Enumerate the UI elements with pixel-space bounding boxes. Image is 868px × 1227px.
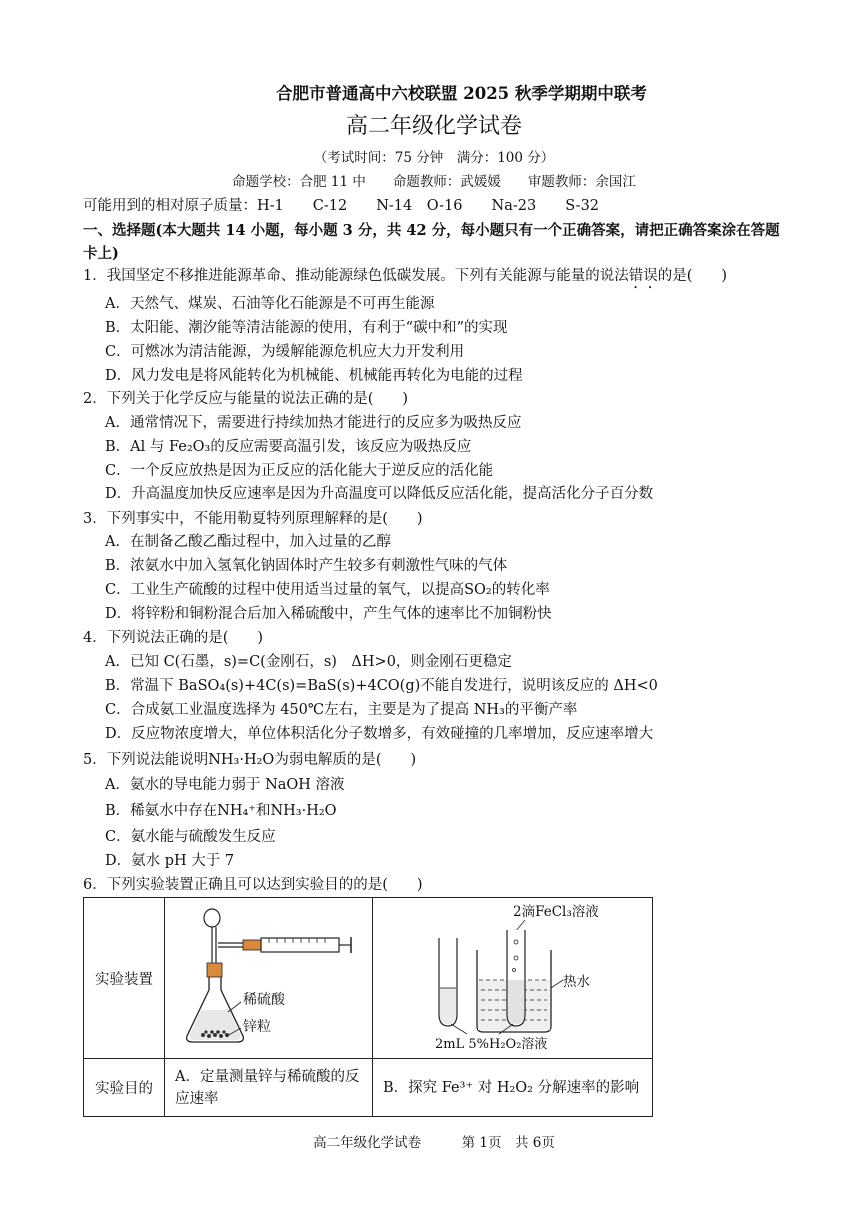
school-header: 合肥市普通高中六校联盟 2025 秋季学期期中联考 — [276, 84, 647, 103]
question-2-option-d: D．升高温度加快反应速率是因为升高温度可以降低反应活化能，提高活化分子百分数 — [105, 486, 654, 502]
question-1-option-c: C．可燃冰为清洁能源，为缓解能源危机应大力开发利用 — [105, 344, 465, 360]
row-label-goal: 实验目的 — [84, 1059, 165, 1117]
question-1-option-a: A．天然气、煤炭、石油等化石能源是不可再生能源 — [105, 296, 435, 312]
question-3-option-b: B．浓氨水中加入氢氧化钠固体时产生较多有刺激性气味的气体 — [105, 558, 508, 574]
row-label-apparatus: 实验装置 — [84, 898, 165, 1059]
apparatus-a-cell — [165, 898, 373, 1059]
question-6-stem: 6．下列实验装置正确且可以达到实验目的的是( ) — [83, 877, 423, 893]
question-1-stem — [83, 266, 727, 292]
question-1-option-d: D．风力发电是将风能转化为机械能、机械能再转化为电能的过程 — [105, 368, 523, 384]
label-fecl3-drops: 2滴FeCl₃溶液 — [513, 904, 599, 920]
question-3-option-c: C．工业生产硫酸的过程中使用适当过量的氧气，以提高SO₂的转化率 — [105, 582, 550, 598]
question-5-option-c: C．氨水能与硫酸发生反应 — [105, 829, 276, 845]
question-4-stem: 4．下列说法正确的是( ) — [83, 630, 264, 646]
page-footer: 高二年级化学试卷 第 1页 共 6页 — [313, 1135, 555, 1151]
question-1-stem-pre: 1．我国坚定不移推进能源革命、推动能源绿色低碳发展。下列有关能源与能量的说法 — [83, 268, 629, 284]
exam-authors: 命题学校：合肥 11 中 命题教师：武媛媛 审题教师：余国江 — [232, 174, 636, 190]
question-2-option-c: C．一个反应放热是因为正反应的活化能大于逆反应的活化能 — [105, 463, 494, 479]
question-3-option-d: D．将锌粉和铜粉混合后加入稀硫酸中，产生气体的速率比不加铜粉快 — [105, 606, 552, 622]
question-1-option-b: B．太阳能、潮汐能等清洁能源的使用，有利于“碳中和”的实现 — [105, 320, 508, 336]
question-4-option-c: C．合成氨工业温度选择为 450℃左右，主要是为了提高 NH₃的平衡产率 — [105, 702, 578, 718]
emphasis-mark: 错误 — [628, 268, 658, 284]
label-hot-water: 热水 — [563, 974, 591, 990]
goal-b: B．探究 Fe³⁺ 对 H₂O₂ 分解速率的影响 — [373, 1059, 653, 1117]
page-title: 高二年级化学试卷 — [345, 114, 522, 139]
question-4-option-d: D．反应物浓度增大，单位体积活化分子数增多，有效碰撞的几率增加，反应速率增大 — [105, 726, 654, 742]
experiment-table — [83, 897, 653, 1117]
section-heading: 一、选择题(本大题共 14 小题，每小题 3 分，共 42 分，每小题只有一个正确答案，请把正确答案涂在答题卡上) — [83, 222, 780, 262]
apparatus-a-diagram — [165, 898, 371, 1054]
table-row — [84, 1059, 653, 1117]
label-zinc: 锌粒 — [243, 1019, 272, 1035]
question-3-stem: 3．下列事实中，不能用勒夏特列原理解释的是( ) — [83, 511, 423, 527]
question-5-option-d: D．氨水 pH 大于 7 — [105, 853, 235, 869]
label-h2o2-solution: 2mL 5%H₂O₂溶液 — [435, 1037, 548, 1052]
table-row — [84, 898, 653, 1059]
question-4-option-a: A．已知 C(石墨，s)=C(金刚石，s) ΔH>0，则金刚石更稳定 — [105, 654, 512, 670]
exam-info: （考试时间：75 分钟 满分：100 分） — [313, 150, 555, 166]
question-4-option-b: B．常温下 BaSO₄(s)+4C(s)=BaS(s)+4CO(g)不能自发进行，说明该反应的 ΔH<0 — [105, 678, 658, 694]
goal-a: A．定量测量锌与稀硫酸的反应速率 — [165, 1059, 373, 1117]
question-1-stem-post: 的是( ) — [657, 268, 728, 284]
question-5-option-b: B．稀氨水中存在NH₄⁺和NH₃·H₂O — [105, 803, 337, 819]
question-2-option-a: A．通常情况下，需要进行持续加热才能进行的反应多为吸热反应 — [105, 415, 522, 431]
question-2-stem: 2．下列关于化学反应与能量的说法正确的是( ) — [83, 391, 409, 407]
apparatus-b-diagram — [373, 898, 651, 1054]
label-dilute-acid: 稀硫酸 — [243, 992, 286, 1008]
question-3-option-a: A．在制备乙酸乙酯过程中，加入过量的乙醇 — [105, 534, 391, 550]
apparatus-b-cell — [373, 898, 653, 1059]
question-5-option-a: A．氨水的导电能力弱于 NaOH 溶液 — [105, 777, 345, 793]
question-5-stem: 5．下列说法能说明NH₃·H₂O为弱电解质的是( ) — [83, 752, 417, 768]
atomic-masses: 可能用到的相对原子质量：H-1 C-12 N-14 O-16 Na-23 S-32 — [83, 198, 600, 214]
question-2-option-b: B．Al 与 Fe₂O₃的反应需要高温引发，该反应为吸热反应 — [105, 439, 472, 455]
